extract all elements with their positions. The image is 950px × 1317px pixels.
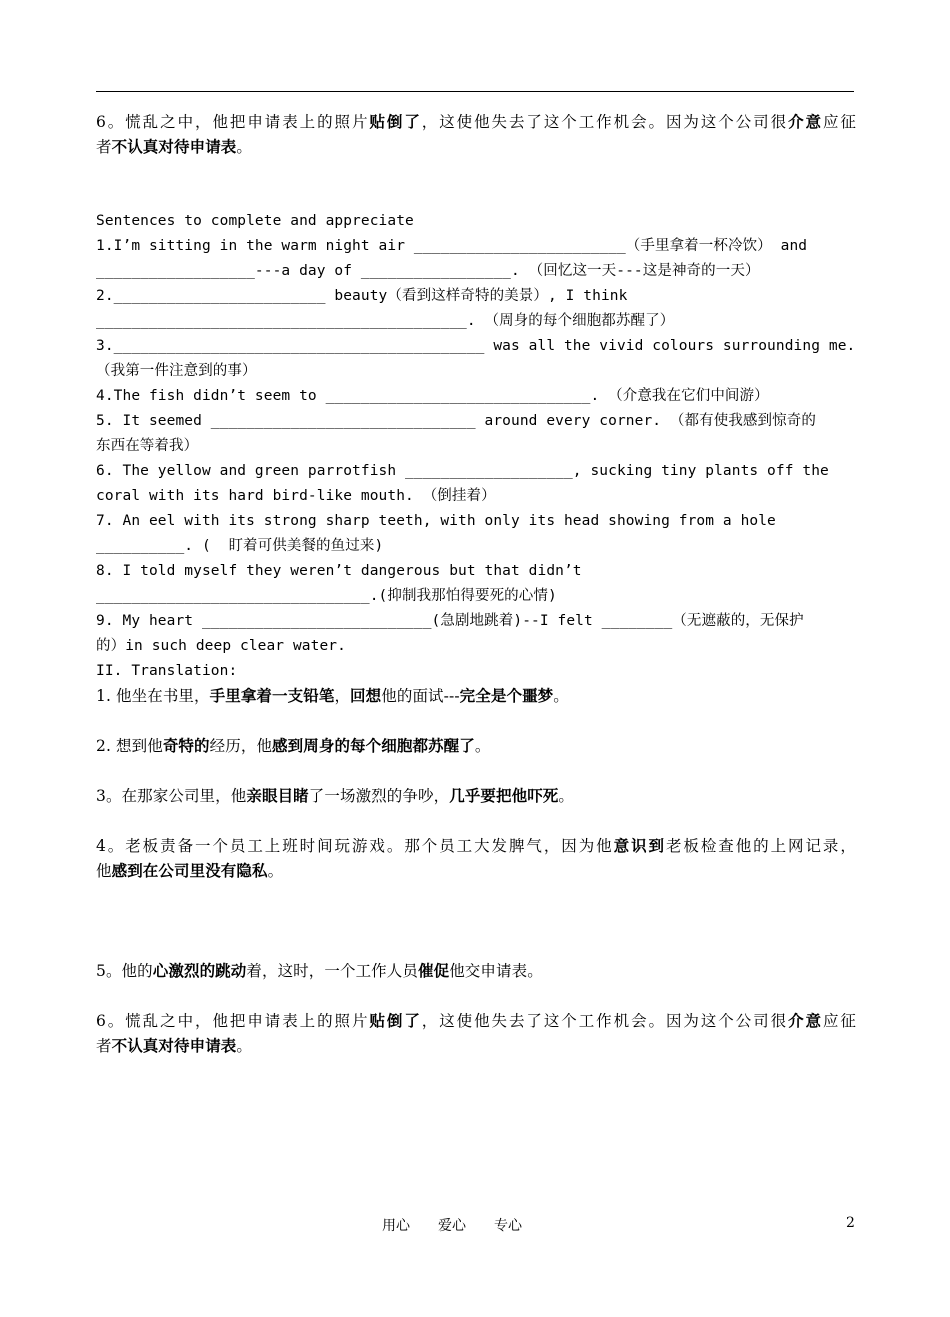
sentence-line: __________. ( 盯着可供美餐的鱼过来)	[96, 538, 384, 554]
translation-item-2: 2. 想到他奇特的经历，他感到周身的每个细胞都苏醒了。	[96, 736, 491, 755]
sentence-line: 1.I’m sitting in the warm night air ________________________（手里拿着一杯冷饮） and	[96, 238, 808, 254]
translation-item-4-line-2: 他感到在公司里没有隐私。	[96, 861, 284, 880]
sentence-line: 5. It seemed ______________________________ around every corner. （都有使我感到惊奇的	[96, 413, 816, 429]
footer-motto: 用心 爱心 专心	[382, 1218, 522, 1234]
header-rule	[96, 91, 854, 92]
translation-item-6-line-1: 6。慌乱之中，他把申请表上的照片贴倒了，这使他失去了这个工作机会。因为这个公司很介意应征	[96, 1011, 856, 1030]
translation-item-4-line-1: 4。老板责备一个员工上班时间玩游戏。那个员工大发脾气，因为他意识到老板检查他的上网记录，	[96, 836, 856, 855]
sentence-line: 7. An eel with its strong sharp teeth, with only its head showing from a hole	[96, 513, 776, 529]
sentence-line: 东西在等着我）	[96, 438, 199, 454]
top-item-6-line-1: 6。慌乱之中，他把申请表上的照片贴倒了，这使他失去了这个工作机会。因为这个公司很介意应征	[96, 112, 856, 131]
sentence-line: 4.The fish didn’t seem to ______________________________. （介意我在它们中间游）	[96, 388, 769, 404]
translation-item-5: 5。他的心激烈的跳动着，这时，一个工作人员催促他交申请表。	[96, 961, 543, 980]
translation-item-6-line-2: 者不认真对待申请表。	[96, 1036, 253, 1055]
sentence-line: 8. I told myself they weren’t dangerous but that didn’t	[96, 563, 582, 579]
sentence-line: （我第一件注意到的事）	[96, 363, 257, 379]
translation-item-3: 3。在那家公司里，他亲眼目睹了一场激烈的争吵，几乎要把他吓死。	[96, 786, 574, 805]
sentence-line: 3.__________________________________________ was all the vivid colours surrounding me.	[96, 338, 856, 354]
sentence-line: 9. My heart __________________________(急剧地跳着)--I felt ________（无遮蔽的，无保护	[96, 613, 804, 629]
page-number: 2	[846, 1215, 855, 1231]
section-2-heading: II. Translation:	[96, 663, 238, 679]
translation-item-1: 1. 他坐在书里，手里拿着一支铅笔，回想他的面试---完全是个噩梦。	[96, 686, 569, 705]
top-item-6-line-2: 者不认真对待申请表。	[96, 137, 253, 156]
section-1-heading: Sentences to complete and appreciate	[96, 213, 414, 229]
sentence-line: __________________________________________. （周身的每个细胞都苏醒了）	[96, 313, 675, 329]
sentence-line: __________________---a day of _________________. （回忆这一天---这是神奇的一天）	[96, 263, 760, 279]
sentence-line: _______________________________.(抑制我那怕得要死的心情)	[96, 588, 557, 604]
sentence-line: 的）in such deep clear water.	[96, 638, 346, 654]
sentence-line: 2.________________________ beauty（看到这样奇特的美景）, I think	[96, 288, 628, 304]
sentence-line: 6. The yellow and green parrotfish ___________________, sucking tiny plants off the	[96, 463, 829, 479]
sentence-line: coral with its hard bird-like mouth. （倒挂着）	[96, 488, 496, 504]
